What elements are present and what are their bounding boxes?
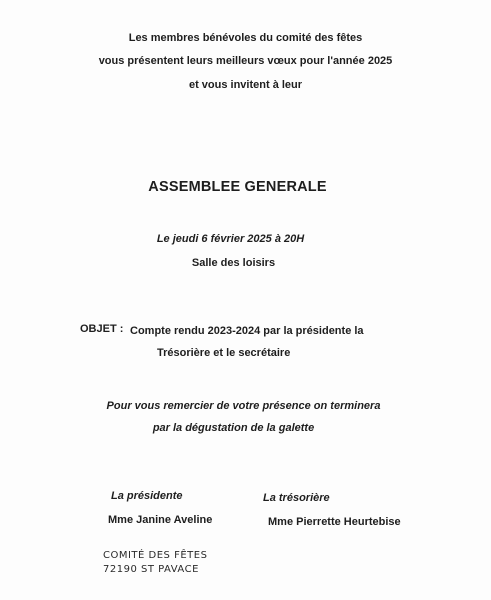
- intro-line-1: Les membres bénévoles du comité des fêtes: [128, 32, 363, 44]
- stamp-line-1: COMITÉ DES FÊTES: [103, 550, 208, 561]
- page-title: ASSEMBLEE GENERALE: [148, 179, 327, 195]
- closing-line-2: par la dégustation de la galette: [152, 422, 315, 434]
- intro-line-2: vous présentent leurs meilleurs vœux pour l'année 2025: [98, 55, 393, 67]
- intro-line-3: et vous invitent à leur: [188, 79, 303, 91]
- objet-line-2: Trésorière et le secrétaire: [157, 347, 291, 359]
- event-date: Le jeudi 6 février 2025 à 20H: [156, 233, 305, 245]
- closing-line-1: Pour vous remercier de votre présence on terminera: [106, 400, 381, 412]
- president-role: La présidente: [111, 490, 183, 502]
- objet-line-1: Compte rendu 2023-2024 par la présidente la: [130, 325, 364, 337]
- objet-label: OBJET :: [80, 323, 124, 335]
- stamp-line-2: 72190 ST PAVACE: [103, 564, 199, 575]
- event-place: Salle des loisirs: [191, 257, 276, 269]
- president-name: Mme Janine Aveline: [108, 514, 213, 526]
- treasurer-role: La trésorière: [263, 492, 330, 504]
- treasurer-name: Mme Pierrette Heurtebise: [268, 516, 401, 528]
